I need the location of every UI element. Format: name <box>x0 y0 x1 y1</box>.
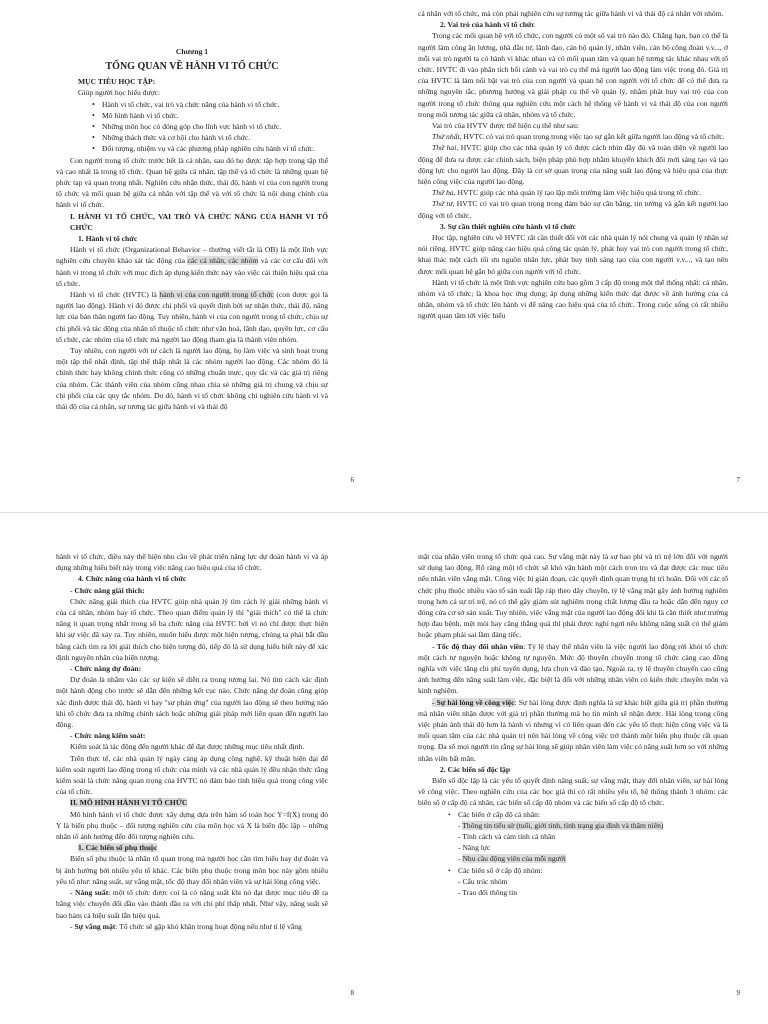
page-number: 8 <box>350 988 354 997</box>
variable-item: - Thông tin tiểu sử (tuổi, giới tính, tình trạng gia đình và thâm niên) <box>458 820 664 830</box>
page-number: 6 <box>350 475 354 484</box>
section-1-heading: I. HÀNH VI TỔ CHỨC, VAI TRÒ VÀ CHỨC NĂNG CỦA HÀNH VI TỔ CHỨC <box>70 211 328 232</box>
dependent-variable: - Năng suất: một tổ chức được coi là có năng suất khi nó đạt được mục tiêu đề ra bằng việc chuyển đổi đầu vào thành đầu ra với chi phí thấp nhất. Như vậy, năng suất sẽ bao hàm cả hiệu suất lẫn hiệu quả. <box>56 888 328 920</box>
chapter-label: Chương 1 <box>175 47 209 56</box>
role-item: Thứ ba, HVTC giúp các nhà quản lý tạo lập môi trường làm việc hiệu quả trong tổ chức. <box>432 188 702 198</box>
chapter-title: TỔNG QUAN VỀ HÀNH VI TỔ CHỨC <box>105 61 279 73</box>
paragraph: Hành vi tổ chức (Organizational Behavior – thường viết tắt là OB) là một lĩnh vực nghiên cứu chuyên khảo sát tác động của các cá nhân, các nhóm và các cơ cấu đối với hành vi trong tổ chức với mục đích áp dụng kiến thức này vào việc cải thiện hiệu quả của tổ chức. <box>56 245 328 288</box>
objectives-list <box>56 99 328 155</box>
section-2-heading: II. MÔ HÌNH HÀNH VI TỔ CHỨC <box>70 798 188 808</box>
paragraph: Hành vi tổ chức (HVTC) là hành vi của con người trong tổ chức (con được gọi là người lao động). Hành vi đó được chi phối và quyết định bởi sự nhận thức, thái độ, năng lực của bản thân người lao động. Tuy nhiên, hành vi của con người trong tổ chức, chịu sự chi phối và tác động của nhân tố thuộc tổ chức như văn hoá, lãnh đạo, quyền lực, cơ cấu tổ chức, các nhóm của tổ chức mà người lao động tham gia là thành viên nhóm. <box>56 290 328 344</box>
objective-item: • Hành vi tổ chức, vai trò và chức năng của hành vi tổ chức. <box>92 99 328 110</box>
variable-item: - Trao đổi thông tin <box>458 888 518 898</box>
objectives-title: MỤC TIÊU HỌC TẬP: <box>78 77 156 87</box>
variable-category: • Các biến số ở cấp độ nhóm: <box>448 865 728 876</box>
objective-item: • Những môn học có đóng góp cho lĩnh vực hành vi tổ chức. <box>92 121 328 132</box>
variable-item: - Năng lực <box>458 843 491 853</box>
paragraph: Mô hình hành vi tổ chức được xây dựng dựa trên hàm số toán học Y=f(X) trong đó Y là biến phụ thuộc – đối tượng nghiên cứu của môn học và X là biến độc lập – những nhân tố ảnh hưởng đến đối tượng nghiên cứu. <box>56 809 328 842</box>
subsection-2-heading: 2. Vai trò của hành vi tổ chức <box>440 20 535 30</box>
page-number: 9 <box>736 988 740 997</box>
dependent-variable: - Sự vắng mặt: Tổ chức sẽ gặp khó khăn trong hoạt động nếu như tỉ lệ vắng <box>70 921 302 931</box>
page-6 <box>0 0 384 512</box>
variable-category: • Các biến ở cấp độ cá nhân: <box>448 809 728 820</box>
dependent-variable: - Sự hài lòng về công việc: Sự hài lòng được định nghĩa là sự khác biệt giữa giá trị phần thưởng mà nhân viên nhận được với giá trị phần thưởng mà họ tin mình sẽ nhận được. Hài lòng trong công việc phản ánh thái độ hơn là hành vi nhưng vì có liên quan đến các yếu tố thực hiện công việc và là mối quan tâm của các nhà quản trị nên hài lòng về công việc trở thành một biến phụ thuộc rất quan trọng. Đa số mọi người tin rằng sự hài lòng sẽ giúp nhân viên làm việc có năng suất hơn so với những nhân viên bất mãn. <box>418 697 728 763</box>
variable-item: - Nhu cầu động viên của mỗi người <box>458 854 566 864</box>
page-7 <box>384 0 768 512</box>
variable-category-list <box>418 865 728 876</box>
page-8 <box>0 513 384 1024</box>
paragraph: hành vi tổ chức, điều này thể hiện nhu cầu về phát triển năng lực dự đoán hành vi và áp dụng những hiểu biết này trong việc nâng cao hiệu quả của tổ chức. <box>56 552 328 573</box>
variable-category-list <box>418 809 728 820</box>
subsection-1-heading: 1. Hành vi tổ chức <box>78 234 138 244</box>
page-number: 7 <box>736 475 740 484</box>
paragraph: Trên thực tế, các nhà quản lý ngày càng áp dụng công nghệ, kỹ thuật hiện đại để kiểm soát người lao động trong tổ chức của mình và các nhà quản lý đều nhận thức rằng kiểm soát là chức năng quan trọng của HVTC nó đảm bảo tính hiệu quả trong công việc của tổ chức. <box>56 753 328 797</box>
role-item: Thứ hai, HVTC giúp cho các nhà quản lý có được cách nhìn đầy đủ và toàn diện về người lao động để đưa ra được các chính sách, biện pháp phù hợp nhằm khuyến khích đối mới sáng tạo và tạo động lực cho người lao động. Đây là cơ sở quan trọng của năng suất lao động và hiệu quả của thực hiện công việc của người lao động. <box>418 143 728 187</box>
paragraph: Trong các mối quan hệ với tổ chức, con người có một số vai trò nào đó. Chẳng hạn, bạn có thể là người làm công ăn lương, nhà đầu tư, lãnh đạo, cán bộ quản lý, nhân viên, cán bộ công đoàn v.v..., ở mỗi vai trò người ta có hành vi khác nhau và có mối quan tâm và quan hệ tương tác khác nhau với tổ chức. HVTC đi vào phân tích bối cảnh và vai trò cụ thể mà người lao động làm việc trong đó. Giá trị của HVTC là làm nổi bật vai trò của con người và quan hệ con người với tổ chức để có thể đưa ra những nguyên tắc, phương hướng và giải pháp cụ thể về quản lý, nhằm phát huy vai trò của con người trong tổ chức thông qua nghiên cứu một cách hệ thống về hành vi và thái độ của con người trong mối tương tác giữa cá nhân, nhóm và tổ chức. <box>418 31 728 119</box>
function-heading: - Chức năng giải thích: <box>70 585 145 595</box>
bottom-sheet <box>0 512 768 1024</box>
paragraph: Tuy nhiên, con người với tư cách là người lao động, họ làm việc và sinh hoạt trong một tập thể nhất định, tập thể thấp nhất là các nhóm người lao động. Các nhóm đó là chính thức hay không chính thức cũng có những chuẩn mực, quy tắc và các giá trị riêng của nhóm. Các thành viên của nhóm cũng nhau chia sẻ những giá trị chung và chịu sự chi phối của các quy tắc nhóm. Do đó, hành vi tổ chức không chỉ nghiên cứu hành vi và thái độ của cá nhân, sự tương tác giữa hành vi và thái độ <box>56 346 328 412</box>
objectives-intro: Giúp người học hiểu được: <box>78 88 161 98</box>
highlighted-text: các cá nhân, các nhóm <box>187 256 259 266</box>
objective-item: • Mô hình hành vi tổ chức. <box>92 110 328 121</box>
function-heading: - Chức năng dự đoán: <box>70 664 142 674</box>
paragraph: Học tập, nghiên cứu về HVTC rất cần thiết đối với các nhà quản lý nói chung và quản lý nhân sự nói riêng. HVTC giúp nâng cao hiệu quả công tác quản lý, phát huy vai trò con người trong tổ chức, khai thác một cách tối ưu nguồn nhân lực, phát huy tinh sáng tạo của con người v.v..., và tạo nên được mối quan hệ gắn bó giữa con người với tổ chức. <box>418 233 728 276</box>
subsection-heading: 2. Các biến số độc lập <box>440 764 511 774</box>
role-item: Thứ tư, HVTC có vai trò quan trọng trong đảm bảo sự cân bằng, tin tưởng và gắn kết người lao động với tổ chức. <box>418 199 728 220</box>
subsection-4-heading: 4. Chức năng của hành vi tổ chức <box>78 574 187 584</box>
paragraph: mặt của nhân viên trong tổ chức quá cao. Sự vắng mặt này là sự hao phí và trì trệ lớn đối với người sử dụng lao động. Rõ ràng một tổ chức sẽ khó vận hành một cách tron tru và đạt được các mục tiêu nếu nhân viên vắng mặt. Công việc bị gián đoạn, các quyết định quan trọng bị trì hoãn. Đối với các tổ chức phụ thuộc nhiều vào tổ sản xuất lắp ráp theo dây chuyền, tỷ lệ vắng mặt gây ảnh hưởng nghiêm trọng hơn cả sự trì trệ, nó có thể gây giảm sút nghiêm trọng chất lượng đầu ra hoặc dẫn đến nguy cơ đóng cửa cơ sở sản xuất. Tuy nhiên, việc vắng mặt của người lao động đôi khi là cần thiết như trường hợp đau bệnh, mệt mỏi hay căng thẳng quá thì phải được nghỉ ngơi nếu không năng suất có thể giảm hoặc phạm phải sai lầm đáng tiếc. <box>418 552 728 640</box>
subsection-3-heading: 3. Sự cần thiết nghiên cứu hành vi tổ chức <box>440 221 577 231</box>
paragraph: Biến số phụ thuộc là nhân tố quan trọng mà người học cần tìm hiểu hay dự đoán và bị ảnh hưởng bởi nhiều yếu tố khác. Các biến phụ thuộc trong môn học này gồm nhiều yếu tố như: năng suất, sự vắng mặt, tốc độ thay đổi nhân viên và sự hài lòng công việc. <box>56 854 328 886</box>
paragraph: Kiểm soát là tác động đến người khác để đạt được những mục tiêu nhất định. <box>70 742 305 752</box>
paragraph: Chức năng giải thích của HVTC giúp nhà quản lý tìm cách lý giải những hành vi của cá nhân, nhóm hay tổ chức. Theo quan điểm quản lý thì "giải thích" có thể là chức năng ít quan trọng nhất trong số ba chức năng của HVTC bởi vì nó chỉ được thực hiện khi sự việc đã xảy ra. Tuy nhiên, muốn hiểu được một hiện tượng, chúng ta phải bắt đầu bằng cách tìm ra lời giải thích cho hiện tượng đó, tiếp đó là sử dụng hiểu biết này để xác định nguyên nhân của hiện tượng. <box>56 596 328 662</box>
highlighted-text: hành vi của con người trong tổ chức <box>159 290 274 300</box>
objective-item: • Đối tượng, nhiệm vụ và các phương pháp nghiên cứu hành vi tổ chức. <box>92 143 328 154</box>
objective-item: • Những thách thức và cơ hội cho hành vi tổ chức. <box>92 132 328 143</box>
intro-paragraph: Con người trong tổ chức trước hết là cá nhân, sau đó họ được tập hợp trong tập thể và cao nhất là trong tổ chức. Quan hệ giữa cá nhân, tập thể và tổ chức là những quan hệ phức tạp và quan trọng nhất. Nghiên cứu nhận thức, thái độ, hành vi của con người trong tổ chức và mối quan hệ giữa cá nhân với tập thể và với tổ chức là nội dung chính của hành vi tổ chức. <box>56 155 328 210</box>
paragraph: Dự đoán là nhằm vào các sự kiện sẽ diễn ra trong tương lai. Nó tìm cách xác định một hành động cho trước sẽ dẫn đến những kết cục nào. Chức năng dự đoán cũng giúp xác định được thái độ, hành vi hay "sự phản ứng" của người lao động sẽ theo hướng nào khi tổ chức đưa ra những chính sách hoặc những giải pháp mới liên quan đến người lao động. <box>56 675 328 730</box>
variable-item: - Cấu trúc nhóm <box>458 876 508 886</box>
function-heading: - Chức năng kiểm soát: <box>70 731 146 741</box>
paragraph: cá nhân với tổ chức, mà còn phải nghiên cứu sự tương tác giữa hành vi và thái độ cá nhân với nhóm. <box>418 9 724 18</box>
dependent-variable: - Tốc độ thay đổi nhân viên: Tỷ lệ thay thế nhân viên là việc người lao động rời khỏi tổ chức một cách tự nguyện hoặc không tự nguyện. Mức độ thuyên chuyển trong tổ chức càng cao đồng nghĩa với việc tăng chi phí tuyển dụng, lựa chọn và đào tạo. Ngoài ra, tỷ lệ thuyên chuyển cao cũng ảnh hưởng đến năng suất làm việc, đặc biệt là đối với những nhân viên có kiến thức chuyên môn và kinh nghiệm. <box>418 641 728 696</box>
paragraph: Hành vi tổ chức là một lĩnh vực nghiên cứu bao gồm 3 cấp độ trong một thể thống nhất: cá nhân, nhóm và tổ chức; là khoa học ứng dụng; áp dụng những kiến thức đạt được về ảnh hưởng của cá nhân, nhóm và tổ chức lên hành vi để nâng cao hiệu quả của tổ chức. Trong cuộc sống có rất nhiều người quan tâm tới việc hiểu <box>418 277 728 321</box>
paragraph: Vai trò của HVTV được thể hiện cụ thể như sau: <box>432 121 580 131</box>
role-item: Thứ nhất, HVTC có vai trò quan trọng trong việc tạo sự gắn kết giữa người lao động và tổ chức. <box>432 132 725 142</box>
page-9 <box>384 513 768 1024</box>
variable-item: - Tính cách và cảm tính cá nhân <box>458 832 556 842</box>
subsection-heading: 1. Các biến số phụ thuộc <box>78 843 158 853</box>
paragraph: Biến số độc lập là các yếu tố quyết định năng suất, sự vắng mặt, thay đổi nhân viên, sự hài lòng về công việc. Theo nghiên cứu của các học giả thì có rất nhiều yếu tố, hệ thống thành 3 nhóm: các biến số ở cấp độ cá nhân, các biến số cấp độ nhóm và các biến số cấp độ tổ chức. <box>418 776 728 808</box>
